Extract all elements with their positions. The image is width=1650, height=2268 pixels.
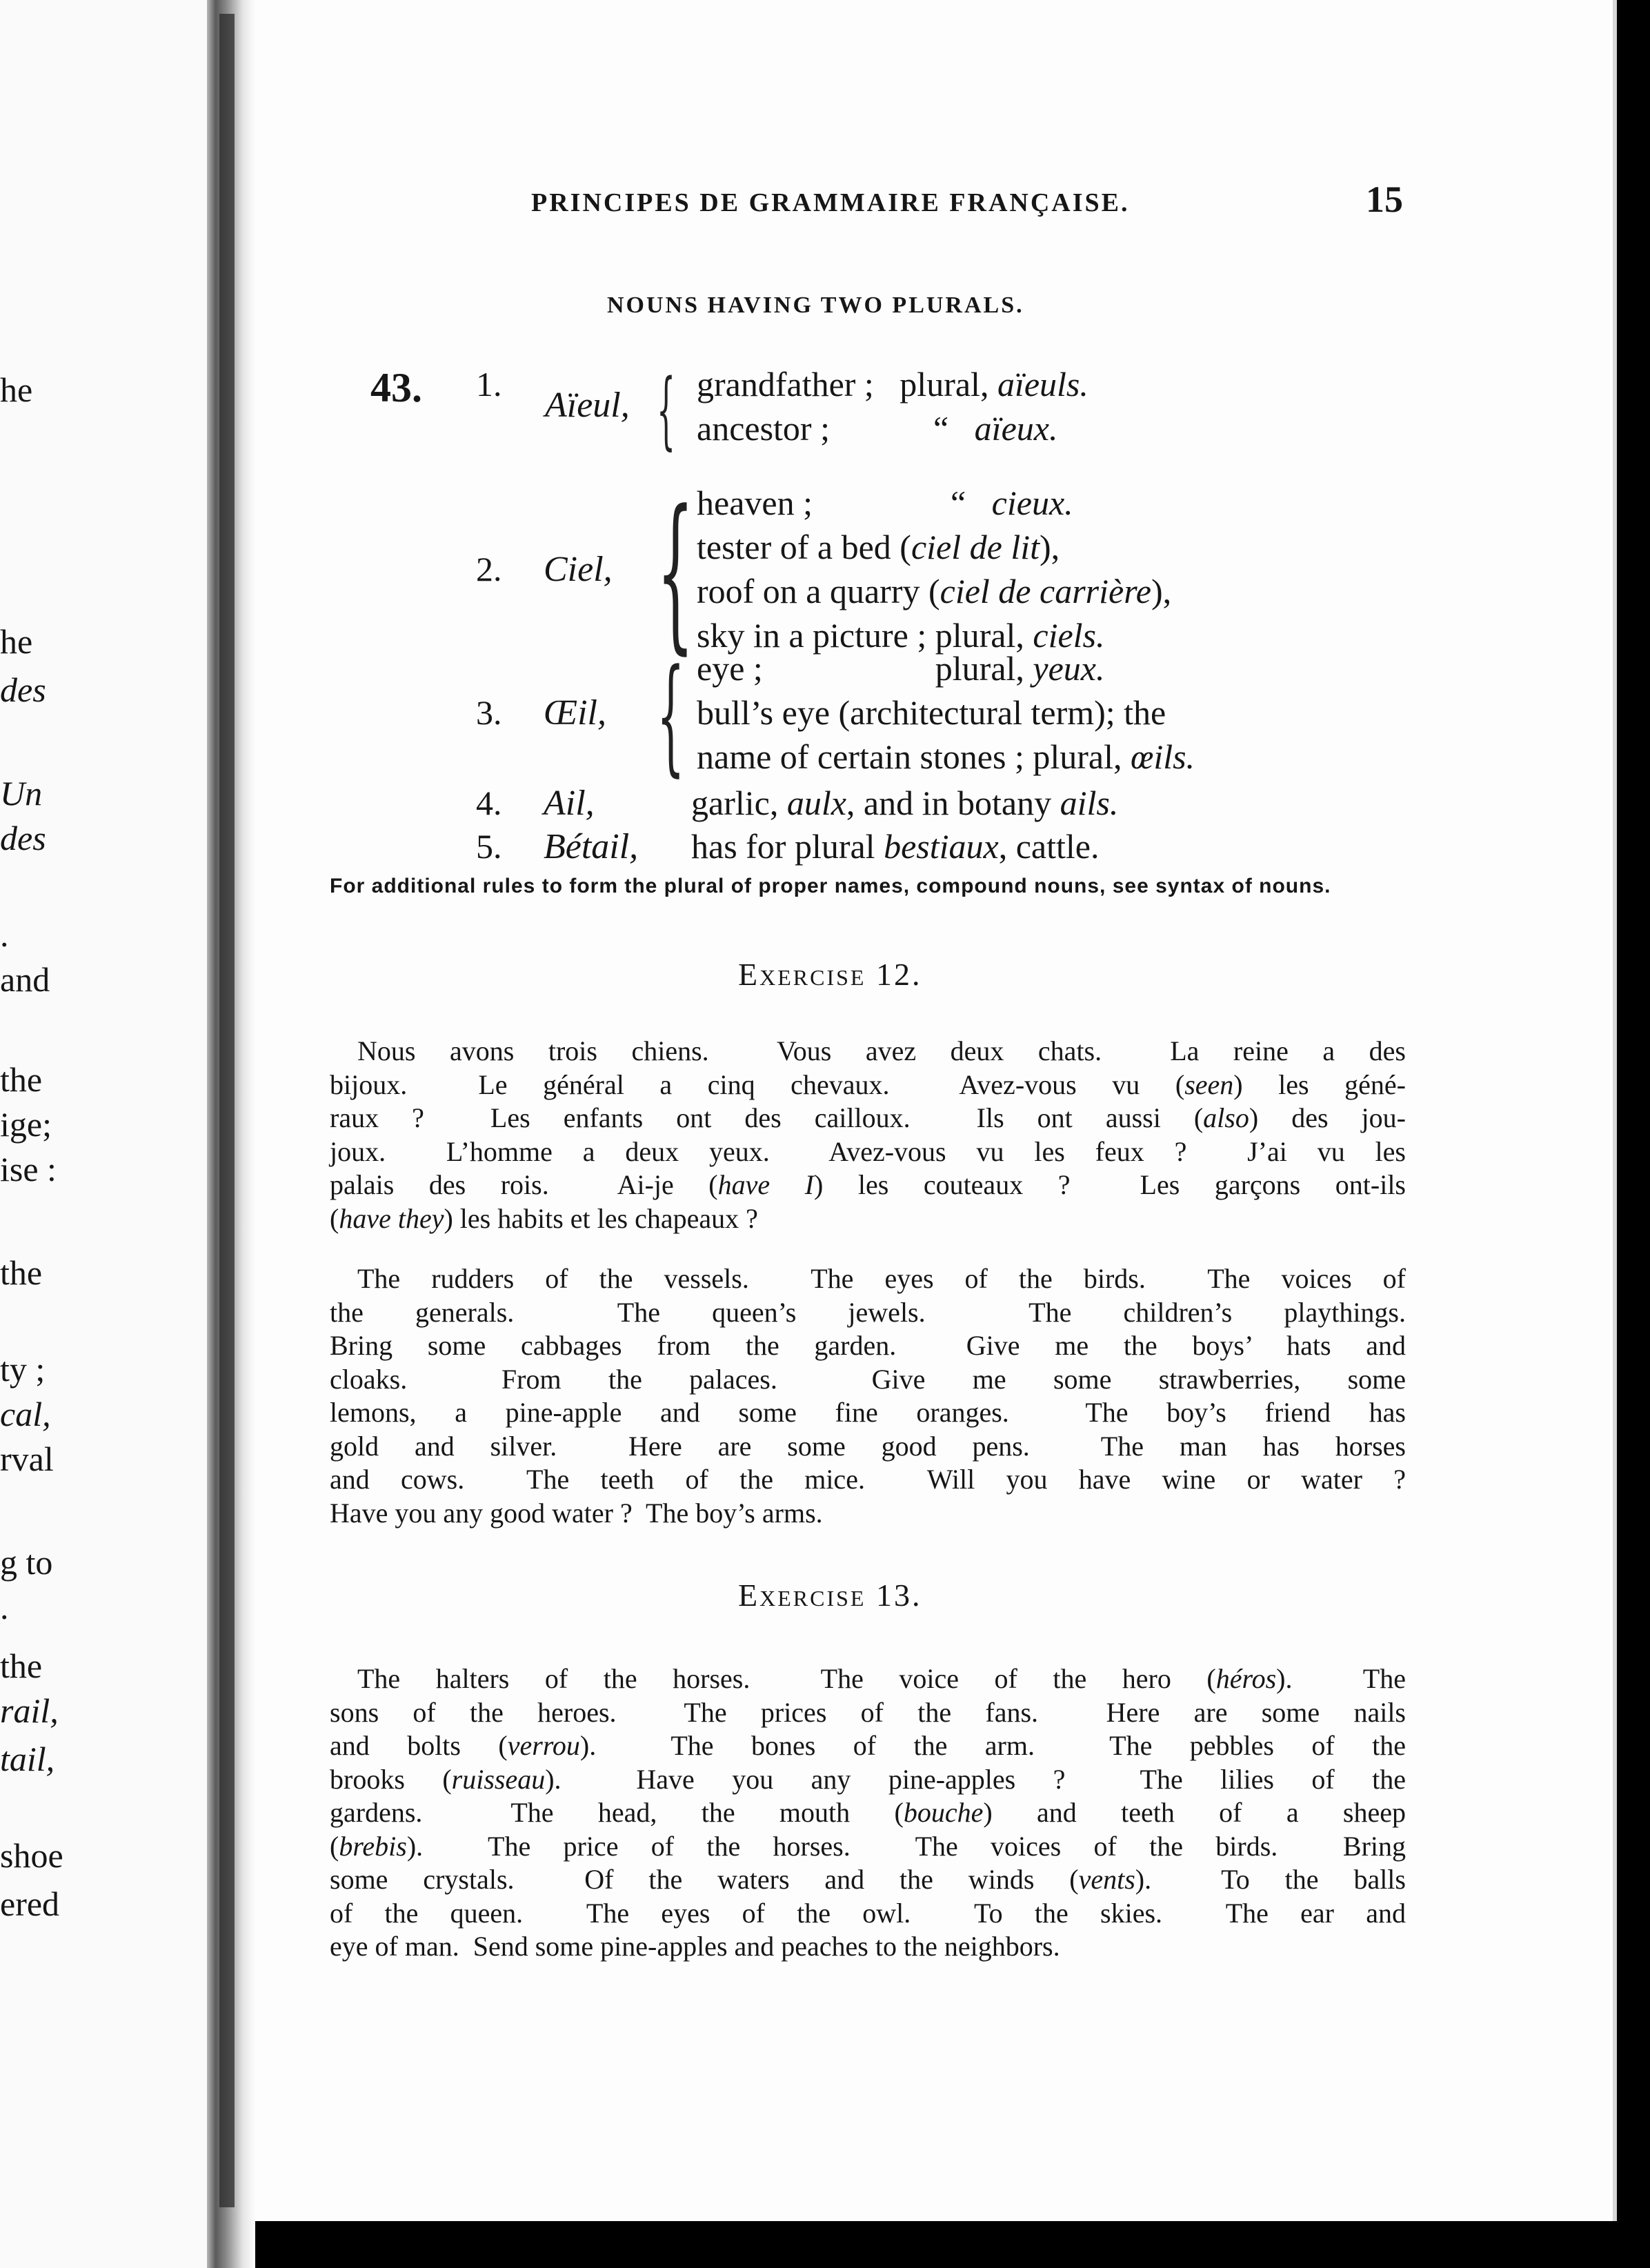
paragraph-line (330, 1135, 1406, 1169)
left-page-fragment: the (0, 1253, 43, 1292)
left-page-fragment: rval (0, 1440, 54, 1478)
text-run: raux ? Les enfants ont des cailloux. Ils ont aussi ( (330, 1102, 1204, 1133)
text-run: , and in botany (846, 784, 1060, 822)
paragraph-line (330, 1897, 1406, 1931)
italic-text: ciel de carrière (940, 572, 1151, 610)
running-title: PRINCIPES DE GRAMMAIRE FRANÇAISE. (531, 188, 1130, 217)
italic-text: ciels. (1033, 616, 1105, 655)
text-run: ). Have you any pine-apples ? The lilies of the (545, 1763, 1406, 1795)
text-run: ) les habits et les chapeaux ? (444, 1202, 758, 1234)
text-run: has for plural (691, 827, 884, 866)
text-run: eye ; plural, (697, 649, 1033, 688)
left-page-fragment: cal, (0, 1395, 51, 1433)
paragraph-line (330, 1662, 1406, 1696)
text-run: tester of a bed ( (697, 528, 911, 566)
left-page-fragment: des (0, 819, 46, 857)
italic-text: ciel de lit (911, 528, 1040, 566)
definition-line (697, 571, 1171, 611)
text-run: ) and teeth of a sheep (983, 1797, 1406, 1828)
text-run: cloaks. From the palaces. Give me some strawberries, some (330, 1363, 1406, 1395)
left-page-fragment: . (0, 915, 9, 954)
text-run: lemons, a pine-apple and some fine oranges. The boy’s friend has (330, 1397, 1406, 1428)
italic-text: bestiaux (884, 827, 999, 866)
definition-line (691, 826, 1099, 866)
italic-text: aïeuls. (997, 365, 1089, 404)
text-run: grandfather ; plural, (697, 365, 997, 404)
text-run: brooks ( (330, 1763, 452, 1795)
paragraph-line (330, 1430, 1406, 1464)
paragraph-line (330, 1796, 1406, 1830)
left-page-fragment: rail, (0, 1691, 59, 1730)
italic-text: ails. (1060, 784, 1119, 822)
paragraph-line (330, 1863, 1406, 1897)
italic-text: héros (1215, 1663, 1277, 1694)
brace: { (657, 475, 695, 670)
entry-number: 2. (476, 550, 502, 588)
text-run: and cows. The teeth of the mice. Will you have wine or water ? (330, 1464, 1406, 1495)
text-run: ( (330, 1202, 339, 1234)
section-title: NOUNS HAVING TWO PLURALS. (607, 292, 1024, 318)
paragraph-line (330, 1830, 1406, 1864)
left-page-fragment: Un (0, 774, 43, 813)
entry-word: Ail, (544, 784, 595, 823)
exercise-paragraph (330, 1662, 1406, 1964)
italic-text: bouche (903, 1797, 984, 1828)
text-run: bijoux. Le général a cinq chevaux. Avez-vous vu ( (330, 1068, 1185, 1100)
text-run: and bolts ( (330, 1730, 508, 1761)
paragraph-line (330, 1363, 1406, 1397)
text-run: gardens. The head, the mouth ( (330, 1797, 904, 1828)
scan-border (255, 2221, 1614, 2268)
text-run: Nous avons trois chiens. Vous avez deux chats. La reine a des (357, 1035, 1406, 1066)
text-run: Bring some cabbages from the garden. Give me the boys’ hats and (330, 1330, 1406, 1361)
left-page-fragment: ige; (0, 1105, 52, 1144)
left-page-fragment: the (0, 1060, 43, 1099)
entry-word: Ciel, (544, 550, 613, 589)
paragraph-line (330, 1497, 1406, 1531)
left-page-fragment: ty ; (0, 1350, 46, 1389)
text-run: sons of the heroes. The prices of the fans. Here are some nails (330, 1696, 1406, 1728)
left-page-fragment: and (0, 960, 50, 999)
left-page-fragment: he (0, 370, 33, 409)
italic-text: œils. (1130, 737, 1195, 776)
definition-line (697, 693, 1166, 733)
text-run: The halters of the horses. The voice of the hero ( (357, 1663, 1216, 1694)
footnote: For additional rules to form the plural of proper names, compound nouns, see syntax of nouns. (330, 875, 1331, 897)
exercise-title: Exercise 13. (738, 1578, 922, 1613)
brace: { (657, 361, 676, 459)
page-number: 15 (1366, 179, 1403, 220)
text-run: roof on a quarry ( (697, 572, 940, 610)
paragraph-line (330, 1463, 1406, 1497)
italic-text: aïeux. (974, 409, 1058, 448)
definition-line (697, 737, 1195, 777)
definition-line (697, 364, 1089, 404)
paragraph-line (330, 1296, 1406, 1330)
italic-text: also (1203, 1102, 1249, 1133)
book-page (255, 0, 1617, 2221)
entry-word: Bétail, (544, 827, 639, 866)
definition-line (697, 648, 1104, 688)
left-page-fragment: g to (0, 1543, 53, 1582)
paragraph-line (330, 1763, 1406, 1797)
left-page-fragment: shoe (0, 1836, 63, 1875)
exercise-title: Exercise 12. (738, 957, 922, 992)
text-run: ). The (1276, 1663, 1406, 1694)
italic-text: cieux. (991, 484, 1073, 522)
paragraph-number: 43. (370, 365, 422, 410)
text-run: ). To the balls (1135, 1864, 1406, 1895)
text-run: bull’s eye (architectural term); the (697, 693, 1166, 732)
definition-line (697, 408, 1057, 448)
paragraph-line (330, 1168, 1406, 1202)
italic-text: have I (717, 1169, 814, 1200)
text-run: eye of man. Send some pine-apples and peaches to the neighbors. (330, 1931, 1060, 1962)
italic-text: seen (1184, 1068, 1234, 1100)
gutter-shadow (219, 14, 235, 2207)
italic-text: yeux. (1033, 649, 1105, 688)
text-run: Have you any good water ? The boy’s arms. (330, 1497, 823, 1529)
definition-line (697, 527, 1060, 567)
entry-number: 5. (476, 827, 502, 866)
text-run: ), (1040, 528, 1060, 566)
left-page-fragment: tail, (0, 1740, 55, 1778)
italic-text: verrou (507, 1730, 580, 1761)
text-run: garlic, (691, 784, 787, 822)
italic-text: aulx (786, 784, 846, 822)
left-page-fragment: the (0, 1647, 43, 1685)
paragraph-line (330, 1396, 1406, 1430)
italic-text: ruisseau (451, 1763, 546, 1795)
text-run: ) des jou- (1249, 1102, 1406, 1133)
exercise-paragraph (330, 1035, 1406, 1235)
text-run: ) les couteaux ? Les garçons ont-ils (813, 1169, 1407, 1200)
paragraph-line (330, 1930, 1406, 1964)
text-run: some crystals. Of the waters and the winds ( (330, 1864, 1079, 1895)
definition-line (697, 483, 1073, 523)
italic-text: vents (1078, 1864, 1135, 1895)
text-run: ) les géné- (1233, 1068, 1406, 1100)
definition-line (691, 783, 1118, 823)
text-run: the generals. The queen’s jewels. The children’s playthings. (330, 1296, 1406, 1328)
text-run: gold and silver. Here are some good pens. The man has horses (330, 1430, 1406, 1462)
left-page-fragment: ise : (0, 1150, 57, 1188)
exercise-paragraph (330, 1262, 1406, 1530)
paragraph-line (330, 1262, 1406, 1296)
brace: { (657, 643, 685, 789)
text-run: ( (330, 1830, 339, 1862)
italic-text: have they (339, 1202, 444, 1234)
left-page-fragment: des (0, 670, 46, 709)
text-run: The rudders of the vessels. The eyes of the birds. The voices of (357, 1263, 1406, 1294)
left-page-fragment: ered (0, 1884, 60, 1923)
text-run: sky in a picture ; plural, (697, 616, 1033, 655)
italic-text: brebis (339, 1830, 407, 1862)
paragraph-line (330, 1329, 1406, 1363)
text-run: ), (1151, 572, 1172, 610)
text-run: ). The price of the horses. The voices of the birds. Bring (406, 1830, 1406, 1862)
left-page-fragment: . (0, 1588, 9, 1627)
text-run: ). The bones of the arm. The pebbles of the (579, 1730, 1406, 1761)
paragraph-line (330, 1102, 1406, 1135)
paragraph-line (330, 1729, 1406, 1763)
left-page-fragment: he (0, 622, 33, 661)
paragraph-line (330, 1068, 1406, 1102)
entry-number: 4. (476, 784, 502, 822)
entry-word: Aïeul, (545, 386, 630, 425)
previous-page-fragment (0, 0, 207, 2268)
text-run: of the queen. The eyes of the owl. To the skies. The ear and (330, 1897, 1406, 1929)
text-run: heaven ; “ (697, 484, 992, 522)
entry-number: 1. (476, 365, 502, 404)
text-run: name of certain stones ; plural, (697, 737, 1131, 776)
paragraph-line (330, 1696, 1406, 1730)
entry-word: Œil, (544, 693, 606, 733)
paragraph-line (330, 1202, 1406, 1236)
entry-number: 3. (476, 693, 502, 732)
text-run: ancestor ; “ (697, 409, 975, 448)
text-run: palais des rois. Ai-je ( (330, 1169, 718, 1200)
text-run: , cattle. (998, 827, 1100, 866)
text-run: joux. L’homme a deux yeux. Avez-vous vu les feux ? J’ai vu les (330, 1135, 1406, 1167)
paragraph-line (330, 1035, 1406, 1068)
